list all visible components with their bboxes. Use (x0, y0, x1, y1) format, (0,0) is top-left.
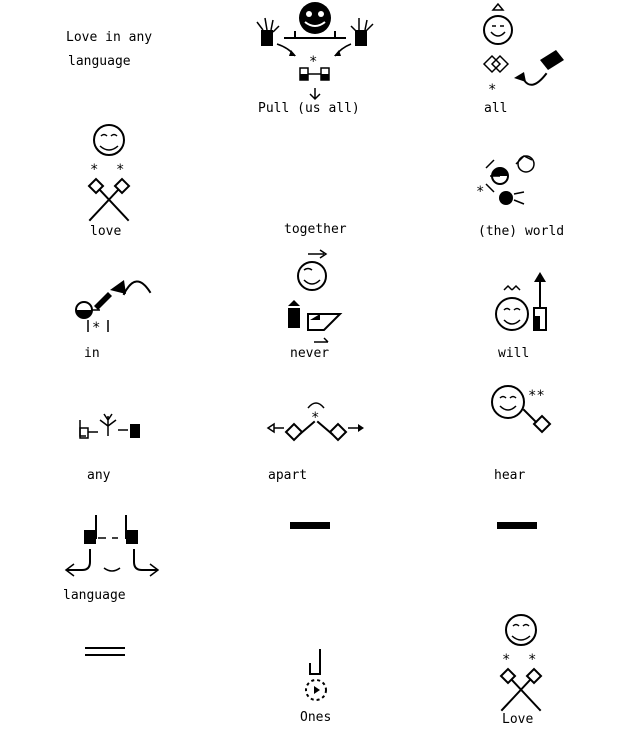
svg-text:*: * (309, 54, 318, 70)
label-apart: apart (268, 468, 308, 483)
will-symbol (494, 270, 554, 334)
never-symbol (284, 246, 348, 352)
svg-text:**: ** (528, 388, 545, 404)
title-line-2: language (68, 54, 131, 69)
all-symbol (476, 2, 568, 98)
label-together: together (284, 222, 347, 237)
any-symbol (74, 410, 146, 440)
pull-symbol (255, 0, 380, 100)
love-symbol (84, 124, 134, 222)
label-hear: hear (494, 468, 526, 483)
language-symbol (62, 514, 162, 580)
label-in: in (84, 346, 100, 361)
apart-symbol (266, 396, 368, 446)
dash-symbol (497, 522, 537, 529)
svg-text:*: * (528, 652, 537, 668)
world-symbol (476, 150, 540, 210)
svg-text:*: * (92, 320, 101, 336)
label-all: all (484, 101, 508, 116)
ones-symbol (300, 648, 332, 702)
label-will: will (498, 346, 530, 361)
label-pull: Pull (us all) (258, 101, 360, 116)
love-symbol (496, 614, 546, 712)
equals-symbol (86, 646, 126, 658)
label-never: never (290, 346, 330, 361)
svg-text:*: * (488, 82, 497, 98)
title-line-1: Love in any (66, 30, 153, 45)
svg-text:*: * (502, 652, 511, 668)
label-love-bottom: Love (502, 712, 534, 727)
label-love: love (90, 224, 122, 239)
svg-text:*: * (116, 162, 125, 178)
label-any: any (87, 468, 111, 483)
in-symbol (70, 270, 154, 336)
label-language: language (63, 588, 126, 603)
svg-text:*: * (476, 184, 485, 200)
label-world: (the) world (478, 224, 565, 239)
svg-text:*: * (311, 410, 320, 426)
dash-symbol (290, 522, 330, 529)
svg-text:*: * (90, 162, 99, 178)
label-ones: Ones (300, 710, 332, 725)
hear-symbol (490, 384, 560, 434)
